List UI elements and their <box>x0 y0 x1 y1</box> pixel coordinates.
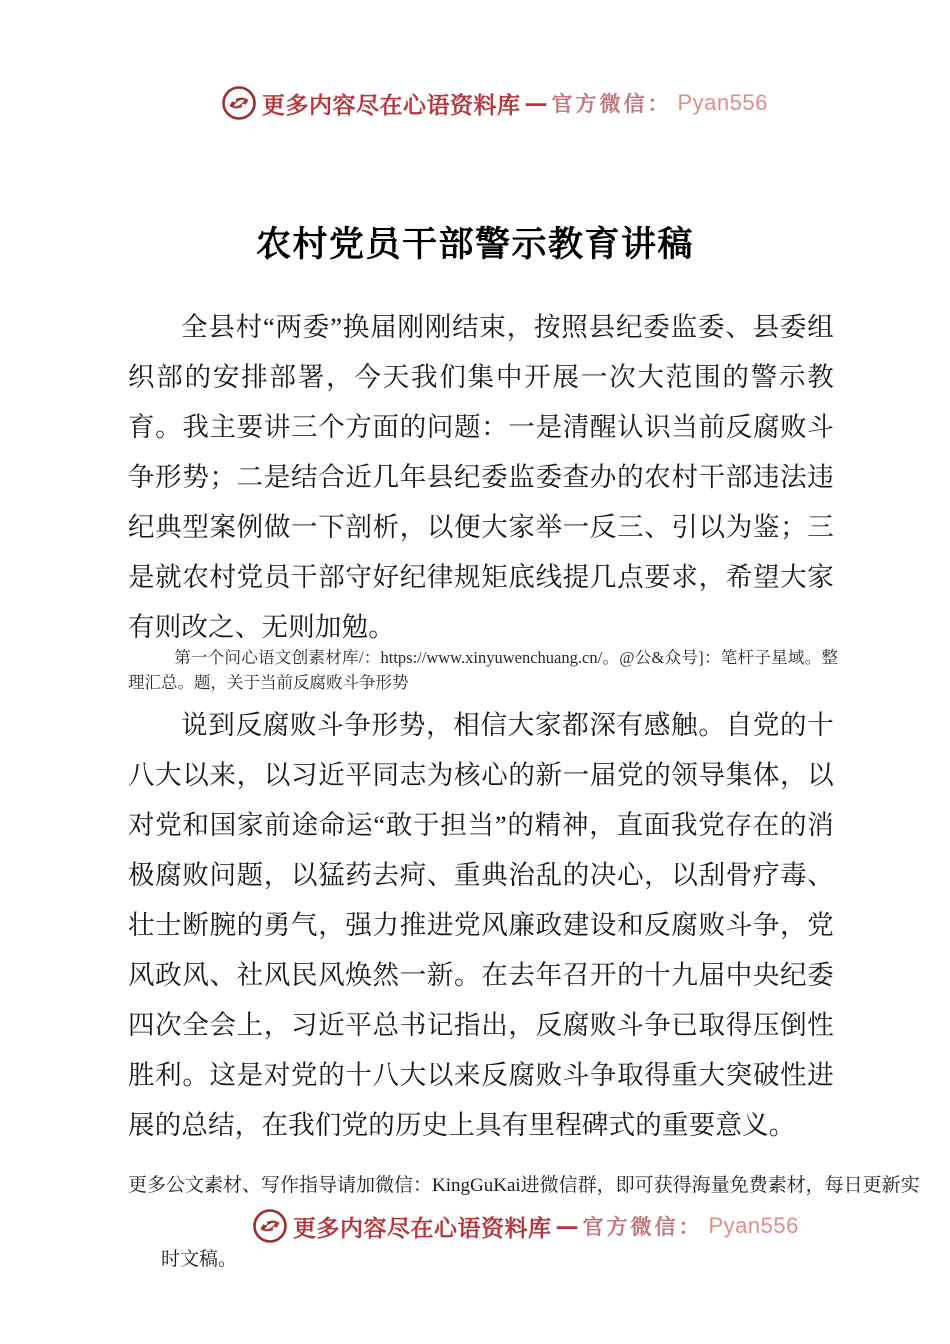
xinyu-seal-logo-icon <box>253 1209 287 1243</box>
xinyu-seal-logo-icon <box>222 86 256 120</box>
body-paragraph: 全县村“两委”换届刚刚结束，按照县纪委监委、县委组织部的安排部署，今天我们集中开展一次大范围的警示教育。我主要讲三个方面的问题：一是清醒认识当前反腐败斗争形势；二是结合近几年县纪委监委查办的农村干部违法违纪典型案例做一下剖析，以便大家举一反三、引以为鉴；三是就农村党员干部守好纪律规矩底线提几点要求，希望大家有则改之、无则加勉。 <box>128 312 834 642</box>
watermark-handle: Pyan556 <box>677 90 768 115</box>
watermark-bottom <box>253 1209 799 1243</box>
footer-promo-text: 更多公文素材、写作指导请加微信：KingGuKai进微信群，即可获得海量免费素材，每日更新实 <box>128 1175 920 1196</box>
watermark-sub-text: 官方微信： <box>582 1214 703 1239</box>
paragraph-block-1 <box>128 302 834 652</box>
inserted-note-block <box>128 645 838 695</box>
footer-promo-tail: 时文稿。 <box>161 1249 238 1270</box>
watermark-main-text: 更多内容尽在心语资料库 <box>262 91 521 119</box>
footer-promo-block <box>128 1172 920 1200</box>
watermark-sub-text: 官方微信： <box>551 91 672 116</box>
inserted-note-text: 第一个问心语文创素材库/：https://www.xinyuwenchuang.cn/。@公&众号]：笔杆子星域。整理汇总。题，关于当前反腐败斗争形势 <box>128 648 838 692</box>
watermark-dash: — <box>555 1212 579 1240</box>
watermark-top <box>222 86 768 120</box>
paragraph-block-2 <box>128 700 834 1150</box>
watermark-handle: Pyan556 <box>708 1213 799 1238</box>
watermark-main-text: 更多内容尽在心语资料库 <box>293 1214 552 1242</box>
body-paragraph: 说到反腐败斗争形势，相信大家都深有感触。自党的十八大以来，以习近平同志为核心的新一届党的领导集体，以对党和国家前途命运“敢于担当”的精神，直面我党存在的消极腐败问题，以猛药去疴、重典治乱的决心，以刮骨疗毒、壮士断腕的勇气，强力推进党风廉政建设和反腐败斗争，党风政风、社风民风焕然一新。在去年召开的十九届中央纪委四次全会上，习近平总书记指出，反腐败斗争已取得压倒性胜利。这是对党的十八大以来反腐败斗争取得重大突破性进展的总结，在我们党的历史上具有里程碑式的重要意义。 <box>128 710 834 1140</box>
page-title: 农村党员干部警示教育讲稿 <box>255 224 694 266</box>
watermark-dash: — <box>524 89 548 117</box>
